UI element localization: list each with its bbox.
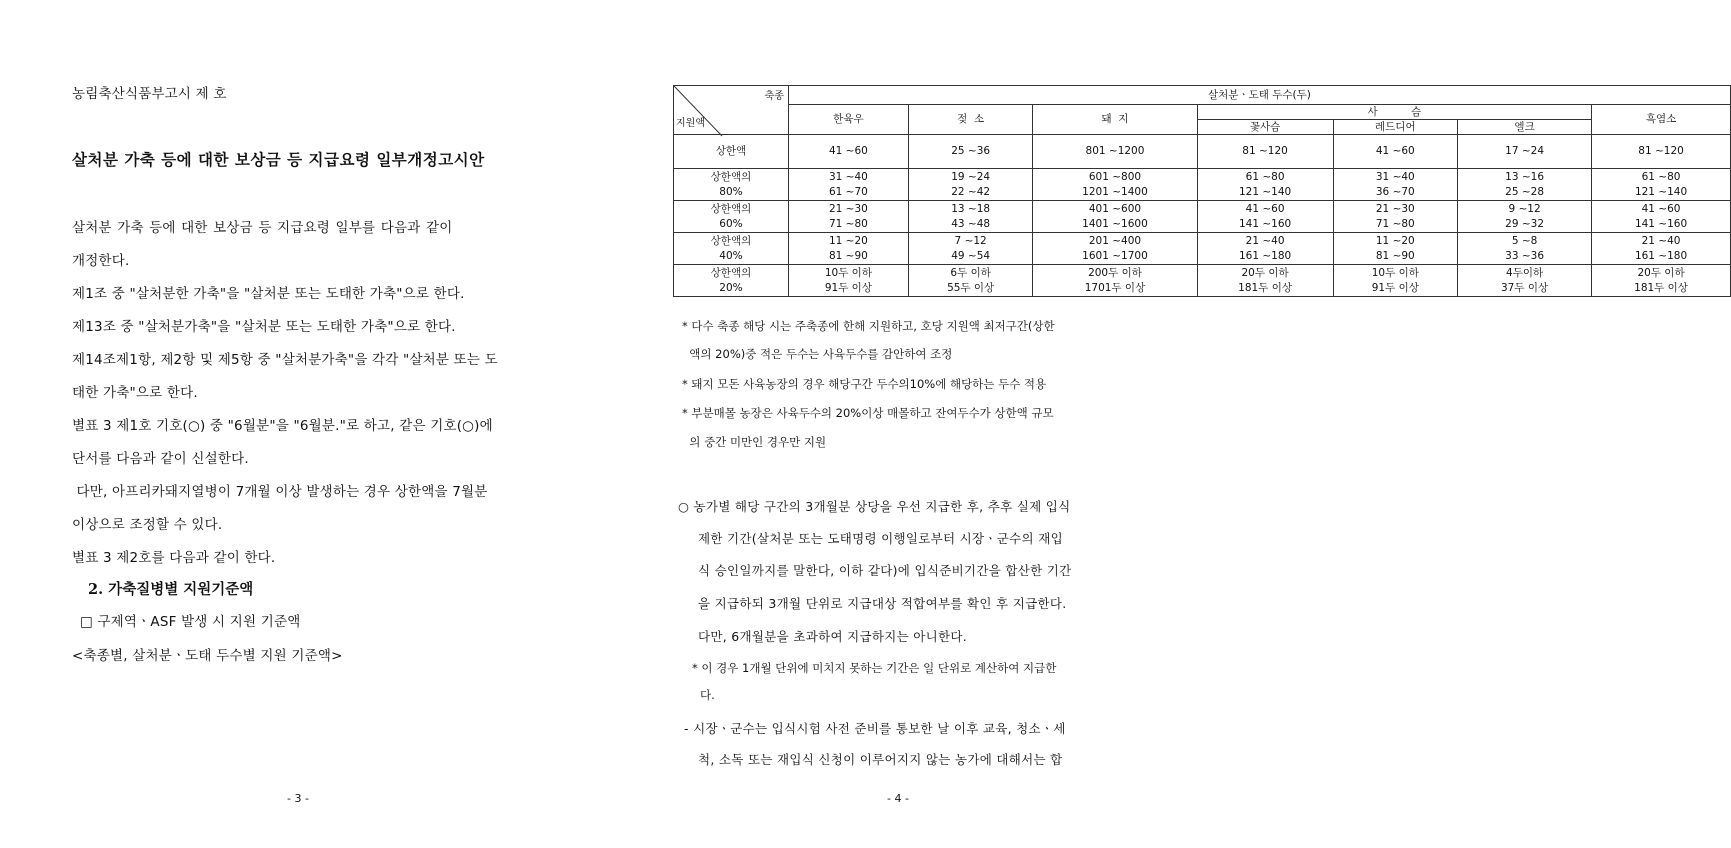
cell-value: 21 ~40 <box>1245 234 1285 247</box>
table-cell <box>1592 169 1731 201</box>
cell-value: 43 ~48 <box>951 217 991 230</box>
cell-value: 25 ~36 <box>951 145 991 157</box>
cell-value: 161 ~180 <box>1634 249 1688 262</box>
column-header: 흑염소 <box>1592 105 1731 135</box>
main-line: 제한 기간(살처분 또는 도태명령 이행일로부터 시장ㆍ군수의 재입 <box>698 531 1063 546</box>
table-cell <box>1333 135 1457 169</box>
table-cell <box>1033 201 1197 233</box>
paragraph-line: 개정한다. <box>72 253 130 269</box>
dash-line: - 시장ㆍ군수는 입식시험 사전 준비를 통보한 날 이후 교육, 청소ㆍ세 <box>684 721 1066 736</box>
note-line: * 돼지 모돈 사육농장의 경우 해당구간 두수의10%에 해당하는 두수 적용 <box>682 377 1047 391</box>
footnote-line: 다. <box>700 688 715 702</box>
cell-value: 37두 이상 <box>1501 281 1549 294</box>
paragraph-line: 이상으로 조정할 수 있다. <box>72 517 223 533</box>
table-cell <box>1033 265 1197 297</box>
row-label-line: 상한액의 <box>710 170 752 183</box>
table-row <box>674 265 1731 297</box>
main-line: 식 승인일까지를 말한다, 이하 같다)에 입식준비기간을 합산한 기간 <box>698 563 1072 578</box>
row-label-line: 상한액의 <box>710 202 752 215</box>
cell-value: 22 ~42 <box>951 185 991 198</box>
row-label-line: 상한액의 <box>710 266 752 279</box>
table-corner-cell <box>674 86 789 135</box>
cell-value: 21 ~40 <box>1641 234 1681 247</box>
table-cell <box>788 135 908 169</box>
row-label-line: 60% <box>719 217 743 230</box>
column-header: 한육우 <box>788 105 908 135</box>
table-row <box>674 169 1731 201</box>
table-cell <box>1197 265 1333 297</box>
cell-value: 1701두 이상 <box>1084 281 1146 294</box>
cell-value: 33 ~36 <box>1505 249 1544 262</box>
page-number: - 4 - <box>887 792 909 805</box>
page-right <box>600 0 1688 848</box>
table-cell <box>1333 265 1457 297</box>
cell-value: 19 ~24 <box>951 170 991 183</box>
column-header: 돼 지 <box>1033 105 1197 135</box>
table-cell <box>788 169 908 201</box>
cell-value: 11 ~20 <box>1375 234 1415 247</box>
note-line: 액의 20%)중 적은 두수는 사육두수를 감안하여 조정 <box>682 347 953 361</box>
paragraph-line: 제14조제1항, 제2항 및 제5항 중 "살처분가축"을 각각 "살처분 또는 도 <box>72 352 498 368</box>
note-line: 의 중간 미만인 경우만 지원 <box>682 435 827 449</box>
cell-value: 36 ~70 <box>1375 185 1415 198</box>
cell-value: 181두 이상 <box>1238 281 1292 294</box>
cell-value: 31 ~40 <box>828 170 868 183</box>
column-header: 레드디어 <box>1333 120 1457 135</box>
cell-value: 21 ~30 <box>828 202 868 215</box>
table-cell <box>1592 135 1731 169</box>
cell-value: 25 ~28 <box>1505 185 1544 198</box>
row-label <box>674 233 789 265</box>
footnote-line: * 이 경우 1개월 단위에 미치지 못하는 기간은 일 단위로 계산하여 지급한 <box>692 661 1057 675</box>
cell-value: 161 ~180 <box>1238 249 1292 262</box>
deer-header: 사 슴 <box>1197 105 1592 120</box>
table-cell <box>1458 265 1592 297</box>
cell-value: 17 ~24 <box>1505 145 1544 157</box>
table-cell <box>908 201 1032 233</box>
table-cell <box>1033 233 1197 265</box>
column-header: 엘크 <box>1458 120 1592 135</box>
paragraph-line: 태한 가축"으로 한다. <box>72 385 198 401</box>
row-label <box>674 135 789 169</box>
cell-value: 41 ~60 <box>1375 145 1415 157</box>
cell-value: 71 ~80 <box>1375 217 1415 230</box>
table-cell <box>788 233 908 265</box>
cell-value: 81 ~90 <box>1375 249 1415 262</box>
table-cell <box>908 169 1032 201</box>
corner-top-label: 축종 <box>764 91 784 102</box>
column-header: 꽃사슴 <box>1197 120 1333 135</box>
gazette-header: 농림축산식품부고시 제 호 <box>72 86 227 102</box>
table-cell <box>788 265 908 297</box>
table-cell <box>908 265 1032 297</box>
main-line: 을 지급하되 3개월 단위로 지급대상 적합여부를 확인 후 지급한다. <box>698 596 1067 611</box>
row-label-line: 80% <box>719 185 743 198</box>
row-label <box>674 265 789 297</box>
group-header: 살처분ㆍ도태 두수(두) <box>788 86 1730 105</box>
column-header: 젖 소 <box>908 105 1032 135</box>
cell-value: 20두 이하 <box>1241 266 1289 279</box>
cell-value: 49 ~54 <box>951 249 991 262</box>
row-label <box>674 169 789 201</box>
cell-value: 11 ~20 <box>828 234 868 247</box>
cell-value: 601 ~800 <box>1088 170 1142 183</box>
row-label-line: 40% <box>719 249 743 262</box>
table-row <box>674 233 1731 265</box>
cell-value: 20두 이하 <box>1637 266 1685 279</box>
note-line: * 부분매몰 농장은 사육두수의 20%이상 매몰하고 잔여두수가 상한액 규모 <box>682 406 1054 420</box>
support-amount-table <box>673 85 1731 297</box>
table-cell <box>1033 169 1197 201</box>
table-cell <box>908 135 1032 169</box>
cell-value: 1401 ~1600 <box>1082 217 1148 230</box>
corner-bottom-label: 지원액 <box>676 118 705 129</box>
cell-value: 41 ~60 <box>828 145 868 157</box>
table-cell <box>1197 201 1333 233</box>
cell-value: 81 ~120 <box>1242 145 1288 157</box>
cell-value: 801 ~1200 <box>1085 145 1145 157</box>
paragraph-line: 제13조 중 "살처분가축"을 "살처분 또는 도태한 가축"으로 한다. <box>72 319 456 335</box>
cell-value: 121 ~140 <box>1634 185 1688 198</box>
cell-value: 141 ~160 <box>1634 217 1688 230</box>
table-cell <box>788 201 908 233</box>
row-label-line: 상한액의 <box>710 234 752 247</box>
cell-value: 6두 이하 <box>950 266 991 279</box>
paragraph-line: 다만, 아프리카돼지열병이 7개월 이상 발생하는 경우 상한액을 7월분 <box>72 484 488 500</box>
table-cell <box>1458 233 1592 265</box>
cell-value: 13 ~16 <box>1505 170 1544 183</box>
table-cell <box>1458 169 1592 201</box>
cell-value: 141 ~160 <box>1238 217 1292 230</box>
table-cell <box>1458 135 1592 169</box>
table-cell <box>1033 135 1197 169</box>
row-label <box>674 201 789 233</box>
document-title: 살처분 가축 등에 대한 보상금 등 지급요령 일부개정고시안 <box>72 150 485 169</box>
table-cell <box>1592 201 1731 233</box>
cell-value: 5 ~8 <box>1511 234 1538 247</box>
cell-value: 1201 ~1400 <box>1082 185 1148 198</box>
cell-value: 55두 이상 <box>947 281 995 294</box>
cell-value: 4두이하 <box>1506 266 1544 279</box>
paragraph-line: 별표 3 제1호 기호(○) 중 "6월분"을 "6월분."로 하고, 같은 기호(○)에 <box>72 418 493 434</box>
cell-value: 29 ~32 <box>1505 217 1544 230</box>
cell-value: 21 ~30 <box>1375 202 1415 215</box>
row-label-line: 상한액 <box>715 145 747 157</box>
page-left <box>0 0 600 848</box>
table-cell <box>908 233 1032 265</box>
cell-value: 61 ~70 <box>828 185 868 198</box>
cell-value: 41 ~60 <box>1245 202 1285 215</box>
table-row <box>674 135 1731 169</box>
row-label-line: 20% <box>719 281 743 294</box>
paragraph-line: 제1조 중 "살처분한 가축"을 "살처분 또는 도태한 가축"으로 한다. <box>72 286 465 302</box>
paragraph-line: 단서를 다음과 같이 신설한다. <box>72 451 249 467</box>
note-line: * 다수 축종 해당 시는 주축종에 한해 지원하고, 호당 지원액 최저구간(상한 <box>682 319 1055 333</box>
subsection-heading: □ 구제역ㆍASF 발생 시 지원 기준액 <box>80 614 301 630</box>
cell-value: 181두 이상 <box>1634 281 1688 294</box>
paragraph-line: 살처분 가축 등에 대한 보상금 등 지급요령 일부를 다음과 같이 <box>72 220 453 236</box>
table-cell <box>1458 201 1592 233</box>
table-caption: <축종별, 살처분ㆍ도태 두수별 지원 기준액> <box>72 648 343 664</box>
cell-value: 31 ~40 <box>1375 170 1415 183</box>
cell-value: 61 ~80 <box>1641 170 1681 183</box>
table-cell <box>1333 233 1457 265</box>
table-cell <box>1592 233 1731 265</box>
table-row <box>674 201 1731 233</box>
table-cell <box>1197 169 1333 201</box>
table-cell <box>1197 135 1333 169</box>
cell-value: 121 ~140 <box>1238 185 1292 198</box>
dash-line: 척, 소독 또는 재입식 신청이 이루어지지 않는 농가에 대해서는 합 <box>698 752 1063 767</box>
table-cell <box>1592 265 1731 297</box>
table-cell <box>1333 169 1457 201</box>
cell-value: 9 ~12 <box>1508 202 1541 215</box>
cell-value: 10두 이하 <box>824 266 872 279</box>
cell-value: 201 ~400 <box>1088 234 1142 247</box>
page-number: - 3 - <box>287 792 309 805</box>
cell-value: 1601 ~1700 <box>1082 249 1148 262</box>
cell-value: 41 ~60 <box>1641 202 1681 215</box>
cell-value: 10두 이하 <box>1371 266 1419 279</box>
table-cell <box>1333 201 1457 233</box>
paragraph-line: 별표 3 제2호를 다음과 같이 한다. <box>72 550 276 566</box>
cell-value: 61 ~80 <box>1245 170 1285 183</box>
cell-value: 81 ~120 <box>1638 145 1684 157</box>
cell-value: 7 ~12 <box>954 234 987 247</box>
table-cell <box>1197 233 1333 265</box>
cell-value: 401 ~600 <box>1088 202 1142 215</box>
main-line: ○ 농가별 해당 구간의 3개월분 상당을 우선 지급한 후, 추후 실제 입식 <box>678 499 1071 514</box>
cell-value: 200두 이하 <box>1088 266 1142 279</box>
cell-value: 81 ~90 <box>828 249 868 262</box>
section-title: 2. 가축질병별 지원기준액 <box>88 581 254 598</box>
cell-value: 13 ~18 <box>951 202 991 215</box>
cell-value: 71 ~80 <box>828 217 868 230</box>
cell-value: 91두 이상 <box>824 281 872 294</box>
main-line: 다만, 6개월분을 초과하여 지급하지는 아니한다. <box>698 629 968 644</box>
cell-value: 91두 이상 <box>1371 281 1419 294</box>
